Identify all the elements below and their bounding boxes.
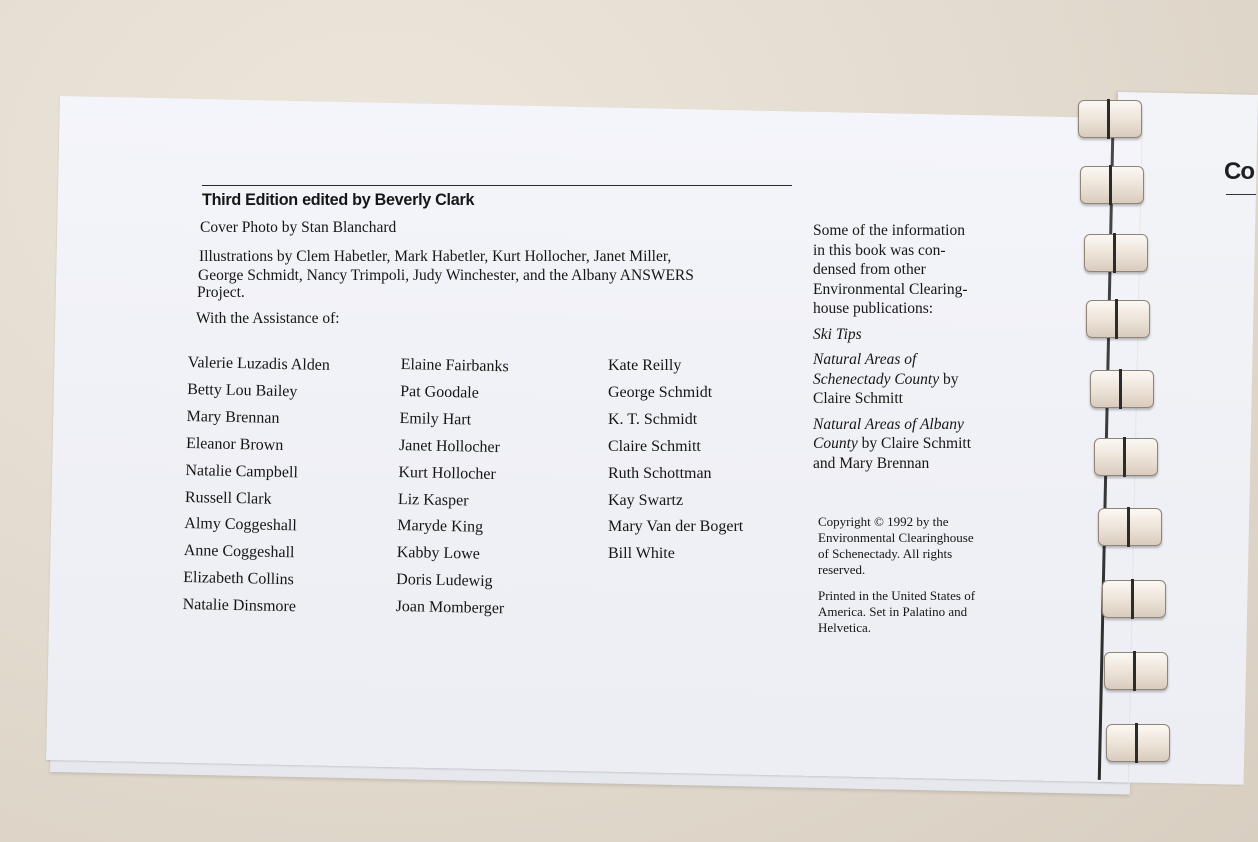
name-item: Ruth Schottman <box>608 464 712 482</box>
name-item: Doris Ludewig <box>396 571 493 591</box>
name-item: Kabby Lowe <box>396 544 481 564</box>
name-item: Janet Hollocher <box>398 436 501 456</box>
copyright-spacer <box>818 578 975 588</box>
publication-title-line: Natural Areas of <box>813 351 917 368</box>
spiral-coil <box>1094 438 1158 476</box>
name-item: Emily Hart <box>399 409 472 429</box>
name-item: K. T. Schmidt <box>608 410 698 428</box>
name-item: Russell Clark <box>184 488 272 508</box>
name-item: Almy Coggeshall <box>184 515 297 535</box>
name-item: Elaine Fairbanks <box>400 355 509 376</box>
name-item: Natalie Dinsmore <box>182 596 297 616</box>
illustrations-line-2: George Schmidt, Nancy Trimpoli, Judy Winchester, and the Albany ANSWERS <box>198 267 694 284</box>
publication-author: Claire Schmitt <box>813 390 903 407</box>
names-column-2 <box>395 352 509 623</box>
right-page-heading: Co <box>1224 158 1254 185</box>
name-item: Mary Brennan <box>186 407 280 427</box>
spiral-coil <box>1084 234 1148 272</box>
publication-title-line: Natural Areas of Albany <box>813 415 964 433</box>
publication-author: and Mary Brennan <box>813 454 930 472</box>
publication-ski-tips: Ski Tips <box>813 325 862 343</box>
illustrations-line-1: Illustrations by Clem Habetler, Mark Habetler, Kurt Hollocher, Janet Miller, <box>199 248 672 265</box>
name-item: Kurt Hollocher <box>398 463 496 483</box>
name-item: Bill White <box>608 545 675 563</box>
name-item: Betty Lou Bailey <box>186 380 298 401</box>
sources-sidebar <box>813 221 971 479</box>
copyright-line: of Schenectady. All rights <box>818 546 953 561</box>
name-item: Maryde King <box>397 517 484 537</box>
publication-by: by <box>939 370 959 388</box>
publication-albany <box>813 415 971 474</box>
edition-heading: Third Edition edited by Beverly Clark <box>202 190 475 209</box>
spiral-coil <box>1102 580 1166 618</box>
name-item: Joan Momberger <box>395 598 505 618</box>
header-rule <box>202 185 792 186</box>
name-item: Kay Swartz <box>608 491 684 509</box>
publication-title-line: Schenectady County <box>813 370 940 388</box>
copyright-line: Copyright © 1992 by the <box>818 514 949 529</box>
names-column-1 <box>182 350 330 622</box>
sources-intro <box>813 221 971 319</box>
cover-photo-credit: Cover Photo by Stan Blanchard <box>200 219 397 236</box>
sources-intro-line: densed from other <box>813 261 926 278</box>
publication-title-line: County <box>813 435 858 452</box>
spiral-coil <box>1098 508 1162 546</box>
spiral-coil <box>1106 724 1170 762</box>
sources-intro-line: in this book was con- <box>813 241 946 259</box>
name-item: Kate Reilly <box>608 357 682 374</box>
name-item: Mary Van der Bogert <box>608 518 744 536</box>
sources-intro-line: house publications: <box>813 300 934 317</box>
name-item: Pat Goodale <box>399 382 479 402</box>
spiral-coil <box>1078 100 1142 138</box>
spiral-coil <box>1090 370 1154 408</box>
names-column-3 <box>608 353 743 568</box>
publication-schenectady <box>813 350 971 409</box>
right-page-rule <box>1226 194 1256 195</box>
name-item: Anne Coggeshall <box>183 542 295 562</box>
name-item: Elizabeth Collins <box>183 569 295 589</box>
printed-line: America. Set in Palatino and <box>818 604 968 619</box>
name-item: George Schmidt <box>608 383 713 401</box>
name-item: Eleanor Brown <box>185 434 284 454</box>
sources-intro-line: Some of the information <box>813 222 965 239</box>
copyright-line: Environmental Clearinghouse <box>818 530 974 545</box>
copyright-block <box>818 514 975 636</box>
name-item: Valerie Luzadis Alden <box>187 353 331 374</box>
name-item: Natalie Campbell <box>185 461 299 481</box>
publication-by: by Claire Schmitt <box>857 435 972 452</box>
sources-intro-line: Environmental Clearing- <box>813 280 968 298</box>
printed-line: Helvetica. <box>818 620 872 635</box>
spiral-coil <box>1086 300 1150 338</box>
assistance-label: With the Assistance of: <box>196 310 340 327</box>
copyright-line: reserved. <box>818 562 866 577</box>
spiral-coil <box>1080 166 1144 204</box>
name-item: Liz Kasper <box>397 490 469 509</box>
illustrations-line-3: Project. <box>197 284 245 301</box>
name-item: Claire Schmitt <box>608 437 701 455</box>
spiral-coil <box>1104 652 1168 690</box>
printed-line: Printed in the United States of <box>818 588 976 603</box>
